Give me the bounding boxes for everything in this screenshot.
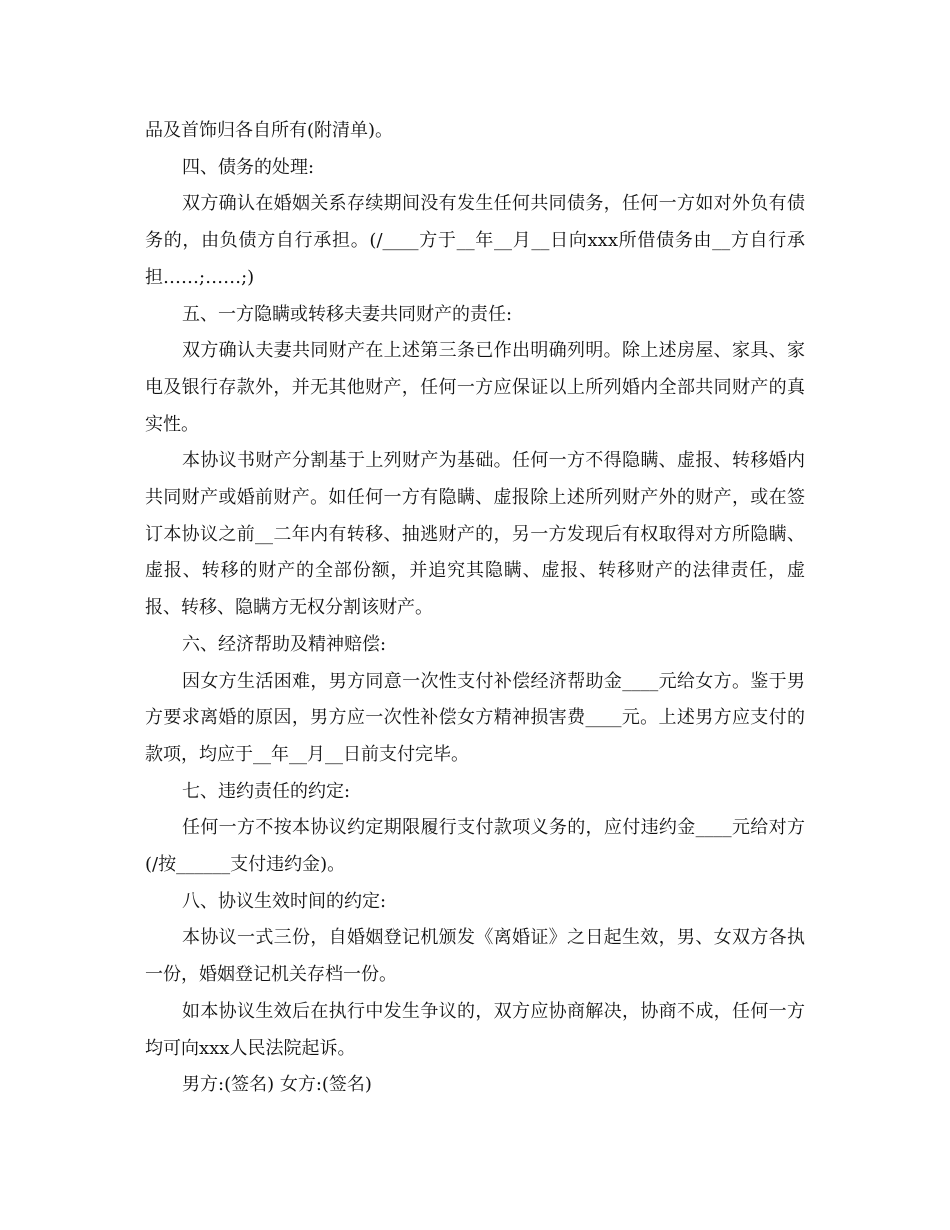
paragraph-property-division: 本协议书财产分割基于上列财产为基础。任何一方不得隐瞒、虚报、转移婚内共同财产或婚前财产。如任何一方有隐瞒、虚报除上述所列财产外的财产，或在签订本协议之前__二年内有转移、抽逃财产的，另一方发现后有权取得对方所隐瞒、虚报、转移的财产的全部份额，并追究其隐瞒、虚报、转移财产的法律责任，虚报、转移、隐瞒方无权分割该财产。: [145, 450, 805, 619]
paragraph-property-confirmation: 双方确认夫妻共同财产在上述第三条已作出明确列明。除上述房屋、家具、家电及银行存款外，并无其他财产，任何一方应保证以上所列婚内全部共同财产的真实性。: [145, 340, 805, 435]
section-heading-debts: 四、债务的处理:: [182, 156, 315, 178]
section-heading-compensation: 六、经济帮助及精神赔偿:: [182, 633, 387, 655]
paragraph-dispute: 如本协议生效后在执行中发生争议的，双方应协商解决，协商不成，任何一方均可向xxx人民法院起诉。: [145, 1000, 805, 1059]
paragraph-breach: 任何一方不按本协议约定期限履行支付款项义务的，应付违约金____元给对方(/按______支付违约金)。: [145, 817, 805, 876]
signature-line: 男方:(签名) 女方:(签名): [182, 1074, 372, 1096]
paragraph-continuation: 品及首饰归各自所有(附清单)。: [145, 120, 394, 141]
section-heading-effective-date: 八、协议生效时间的约定:: [182, 890, 387, 912]
paragraph-compensation: 因女方生活困难，男方同意一次性支付补偿经济帮助金____元给女方。鉴于男方要求离婚的原因，男方应一次性补偿女方精神损害费____元。上述男方应支付的款项，均应于__年__月__日前支付完毕。: [145, 670, 805, 765]
paragraph-debts: 双方确认在婚姻关系存续期间没有发生任何共同债务，任何一方如对外负有债务的，由负债方自行承担。(/____方于__年__月__日向xxx所借债务由__方自行承担……;……;): [145, 193, 805, 288]
paragraph-effective-date: 本协议一式三份，自婚姻登记机颁发《离婚证》之日起生效，男、女双方各执一份，婚姻登记机关存档一份。: [145, 927, 805, 986]
document-body: [145, 113, 805, 1104]
section-heading-breach: 七、违约责任的约定:: [182, 780, 351, 802]
section-heading-concealment: 五、一方隐瞒或转移夫妻共同财产的责任:: [182, 303, 513, 325]
